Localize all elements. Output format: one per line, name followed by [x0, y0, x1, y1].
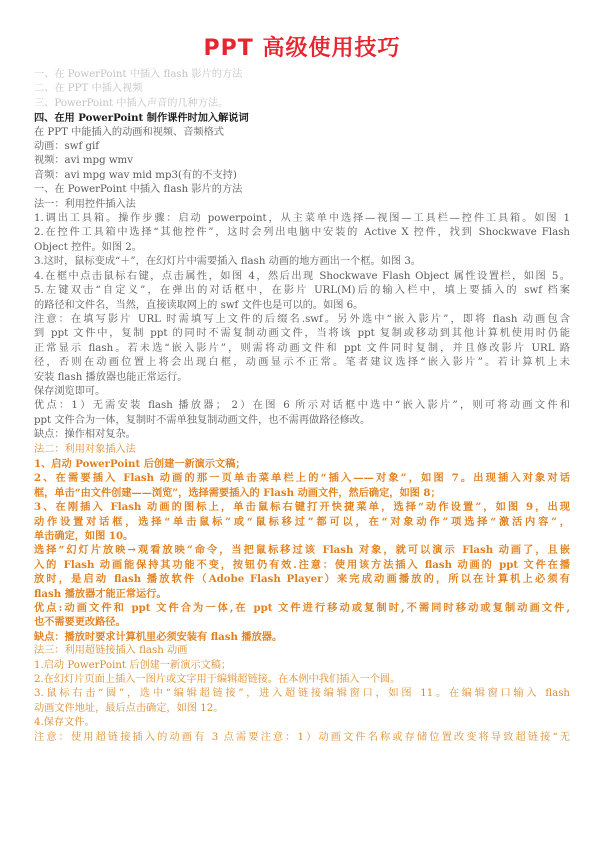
text-line: 放时，是启动 flash 播放软件（Adobe Flash Player）来完成动画播放的，所以在计算机上必须有 [34, 573, 570, 586]
text-line: 1、启动 PowerPoint 后创建一新演示文稿； [34, 457, 246, 470]
document-title: PPT 高级使用技巧 [203, 36, 401, 61]
text-line: 二、在 PPT 中插入视频 [34, 83, 143, 95]
text-line: 1.启动 PowerPoint 后创建一新演示文稿； [34, 659, 232, 671]
text-line: 选择“幻灯片放映→观看放映”命令，当把鼠标移过该 Flash 对象，就可以演示 Flash 动画了，且嵌 [34, 544, 570, 557]
text-line: 动画文件地址，最后点击确定，如图 12。 [34, 702, 224, 714]
text-line: 到 ppt 文件中，复制 ppt 的同时不需复制动画文件，当将该 ppt 复制或移动到其他计算机使用时仍能 [34, 328, 570, 340]
text-line: 径，否则在动画位置上将会出现白框，动画显示不正常。笔者建议选择“嵌入影片”。若计算机上未 [34, 357, 570, 369]
text-line: 3.这时，鼠标变成“＋”，在幻灯片中需要插入 flash 动画的地方画出一个框。如图 3。 [34, 256, 421, 268]
text-line: 一、在 PowerPoint 中插入 flash 影片的方法 [34, 69, 243, 80]
text-line: 保存浏览即可。 [34, 385, 106, 397]
text-line: 安装 flash 播放器也能正常运行。 [34, 371, 188, 383]
text-line: 缺点：播放时要求计算机里必须安装有 flash 播放器。 [34, 630, 283, 643]
text-line: 在 PPT 中能插入的动画和视频、音频格式 [34, 126, 224, 138]
text-line: 3.鼠标右击“圆”，选中“编辑超链接”，进入超链接编辑窗口，如图 11。在编辑窗口输入 flash [34, 688, 570, 700]
text-line: 5.左键双击“自定义”，在弹出的对话框中，在影片 URL(M)后的输入栏中，填上要插入的 swf 档案 [34, 285, 570, 297]
text-line: 1.调出工具箱。操作步骤：启动 powerpoint，从主菜单中选择—视图—工具栏—控件工具箱。如图 1 [34, 213, 570, 225]
text-line: ppt 文件合为一体，复制时不需单独复制动画文件，也不需再做路径修改。 [34, 414, 371, 426]
text-line: 视频：avi mpg wmv [34, 155, 133, 167]
text-line: 2.在幻灯片页面上插入一图片或文字用于编辑超链接。在本例中我们插入一个圆。 [34, 674, 401, 686]
text-line: 的路径和文件名，当然，直接读取网上的 swf 文件也是可以的。如图 6。 [34, 299, 364, 311]
text-line: 也不需要更改路径。 [34, 616, 126, 629]
text-line: Object 控件。如图 2。 [34, 241, 142, 253]
text-line: 音频：avi mpg wav mid mp3(有的不支持) [34, 169, 237, 181]
text-line: 2.在控件工具箱中选择“其他控件”，这时会列出电脑中安装的 Active X 控件，找到 Shockwave Flash [34, 227, 570, 239]
text-line: 入的 Flash 动画能保持其功能不变，按钮仍有效.注意：使用该方法插入 flash 动画的 ppt 文件在播 [34, 558, 570, 571]
text-line: 3、在刚插入 Flash 动画的图标上，单击鼠标右键打开快捷菜单，选择“动作设置”，如图 9，出现 [34, 501, 570, 514]
text-line: 单击确定，如图 10。 [34, 530, 134, 542]
text-line: 正常显示 flash。若未选“嵌入影片”，则需将动画文件和 ppt 文件同时复制，并且修改影片 URL 路 [34, 342, 570, 354]
text-line: 优点:动画文件和 ppt 文件合为一体,在 ppt 文件进行移动或复制时,不需同时移动或复制动画文件, [34, 602, 570, 615]
document-body [34, 68, 570, 745]
text-line: 法三：利用超链接插入 flash 动画 [34, 645, 188, 657]
text-line: flash 播放器才能正常运行。 [34, 587, 167, 600]
text-line: 优点：1）无需安装 flash 播放器； 2）在图 6 所示对话框中选中“嵌入影片”，则可将动画文件和 [34, 400, 570, 412]
text-line: 框，单击“由文件创建——浏览”，选择需要插入的 Flash 动画文件，然后确定，如图 8； [34, 486, 441, 499]
text-line: 一、在 PowerPoint 中插入 flash 影片的方法 [34, 184, 243, 196]
text-line: 4.在框中点击鼠标右键，点击属性，如图 4，然后出现 Shockwave Flash Object 属性设置栏，如图 5。 [34, 270, 570, 282]
text-line: 动画：swf gif [34, 141, 100, 153]
text-line: 4.保存文件。 [34, 717, 95, 729]
text-line: 三、PowerPoint 中插入声音的几种方法。 [34, 97, 229, 109]
text-line: 法一：利用控件插入法 [34, 198, 136, 210]
text-line: 法二：利用对象插入法 [34, 443, 136, 455]
text-line: 四、在用 PowerPoint 制作课件时加入解说词 [34, 112, 249, 125]
text-line: 动作设置对话框，选择“单击鼠标”或“鼠标移过”都可以，在“对象动作”项选择“激活内容”， [34, 515, 570, 528]
text-line: 缺点：操作相对复杂。 [34, 429, 136, 441]
text-line: 注意：在填写影片 URL 时需填写上文件的后缀名.swf。另外选中“嵌入影片”，即将 flash 动画包含 [34, 313, 570, 325]
text-line: 注意：使用超链接插入的动画有 3 点需要注意：1）动画文件名称或存储位置改变将导致超链接“无 [34, 731, 570, 743]
text-line: 2、在需要插入 Flash 动画的那一页单击菜单栏上的“插入——对象”，如图 7。出现插入对象对话 [34, 472, 570, 485]
